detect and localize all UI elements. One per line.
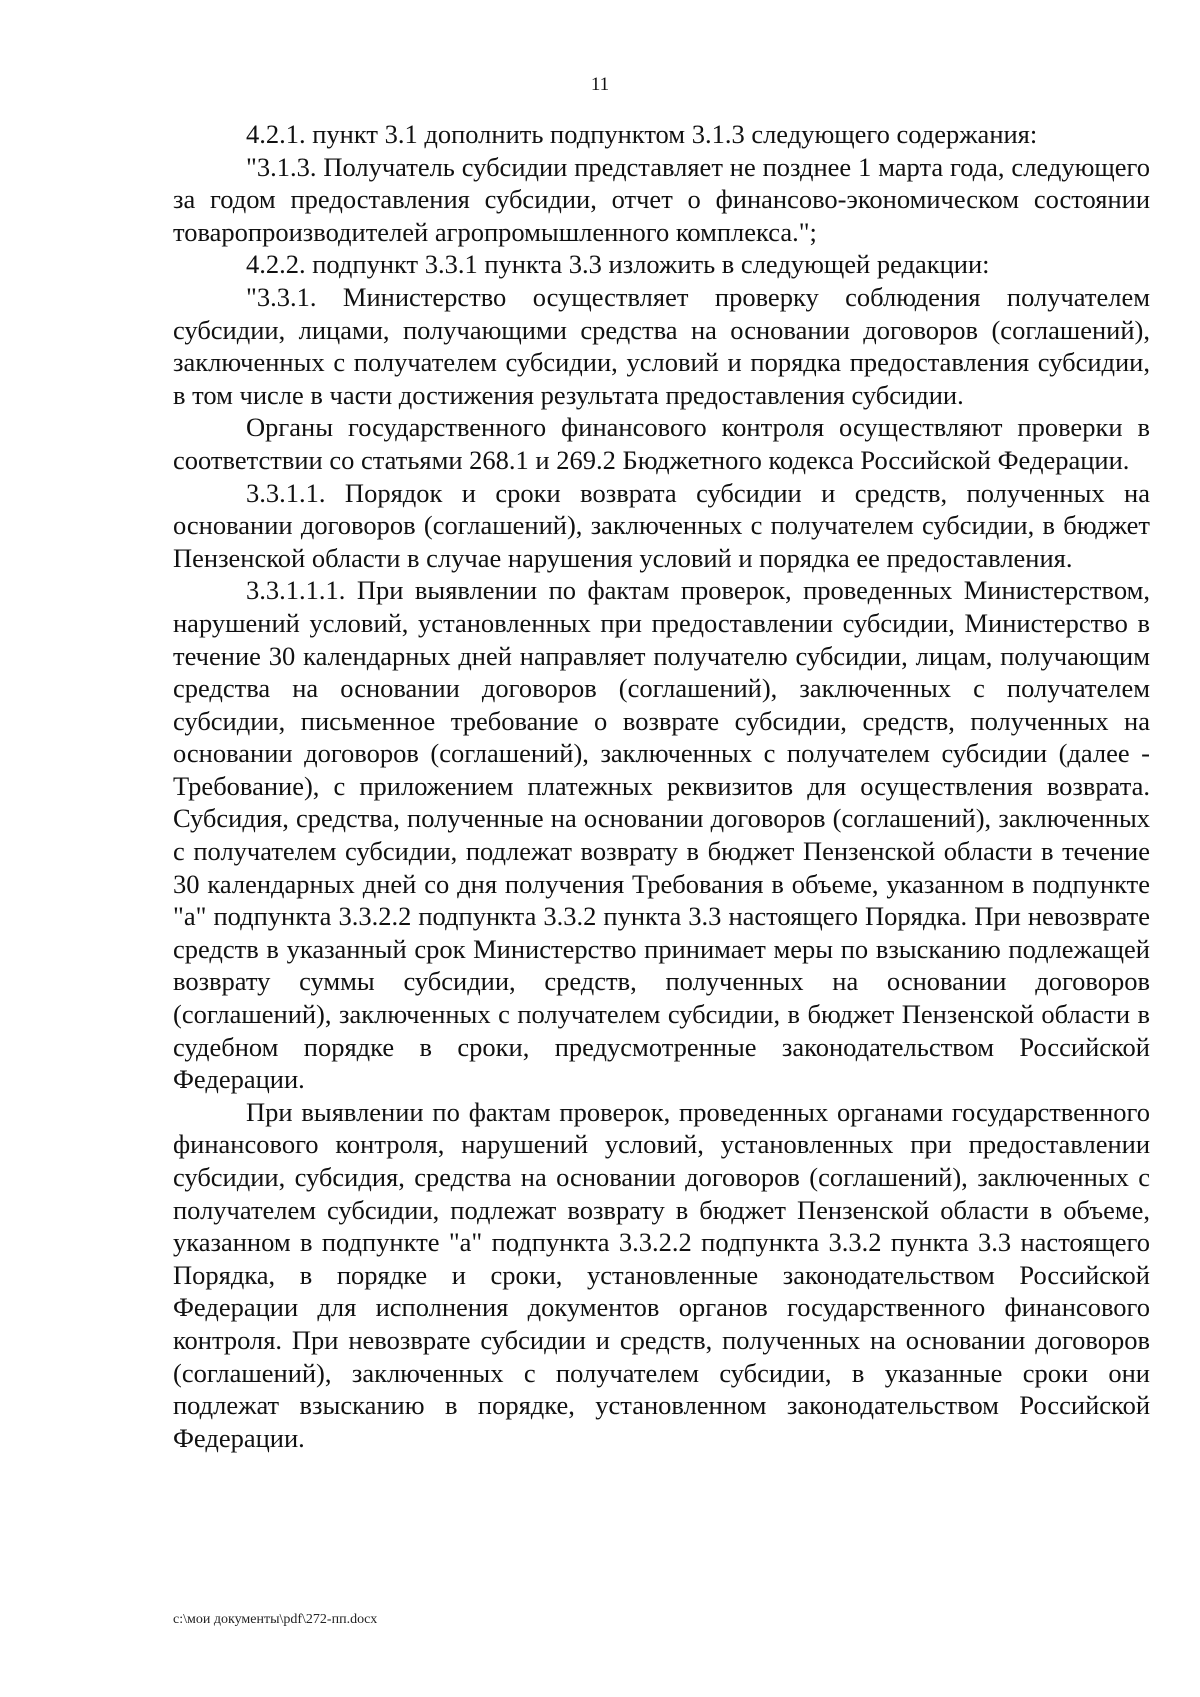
file-path-footer: c:\мои документы\pdf\272-пп.docx: [173, 1612, 378, 1627]
paragraph-financial-control: Органы государственного финансового контроля осуществляют проверки в соответствии со статьями 268.1 и 269.2 Бюджетного кодекса Российской Федерации.: [173, 412, 1150, 475]
paragraph-3-1-3: "3.1.3. Получатель субсидии представляет не позднее 1 марта года, следующего за годом предоставления субсидии, отчет о финансово-экономическом состоянии товаропроизводителей агропромышленного комплекса.";: [173, 151, 1150, 247]
paragraph-control-violations: При выявлении по фактам проверок, проведенных органами государственного финансового контроля, нарушений условий, установленных при предоставлении субсидии, субсидия, средства на основании договоров (соглашений), заключенных с получателем субсидии, подлежат возврату в бюджет Пензенской области в объеме, указанном в подпункте "а" подпункта 3.3.2.2 подпункта 3.3.2 пункта 3.3 настоящего Порядка, в порядке и сроки, установленные законодательством Российской Федерации для исполнения документов органов государственного финансового контроля. При невозврате субсидии и средств, полученных на основании договоров (соглашений), заключенных с получателем субсидии, в указанные сроки они подлежат взысканию в порядке, установленном законодательством Российской Федерации.: [173, 1096, 1150, 1453]
document-body: [173, 118, 1150, 1454]
paragraph-3-3-1: "3.3.1. Министерство осуществляет проверку соблюдения получателем субсидии, лицами, получающими средства на основании договоров (соглашений), заключенных с получателем субсидии, условий и порядка предоставления субсидии, в том числе в части достижения результата предоставления субсидии.: [173, 281, 1150, 410]
paragraph-4-2-2: 4.2.2. подпункт 3.3.1 пункта 3.3 изложить в следующей редакции:: [246, 249, 990, 280]
paragraph-3-3-1-1-1: 3.3.1.1.1. При выявлении по фактам проверок, проведенных Министерством, нарушений условий, установленных при предоставлении субсидии, Министерство в течение 30 календарных дней направляет получателю субсидии, лицам, получающим средства на основании договоров (соглашений), заключенных с получателем субсидии, письменное требование о возврате субсидии, средств, полученных на основании договоров (соглашений), заключенных с получателем субсидии (далее - Требование), с приложением платежных реквизитов для осуществления возврата. Субсидия, средства, полученные на основании договоров (соглашений), заключенных с получателем субсидии, подлежат возврату в бюджет Пензенской области в течение 30 календарных дней со дня получения Требования в объеме, указанном в подпункте "а" подпункта 3.3.2.2 подпункта 3.3.2 пункта 3.3 настоящего Порядка. При невозврате средств в указанный срок Министерство принимает меры по взысканию подлежащей возврату суммы субсидии, средств, полученных на основании договоров (соглашений), заключенных с получателем субсидии, в бюджет Пензенской области в судебном порядке в сроки, предусмотренные законодательством Российской Федерации.: [173, 575, 1150, 1095]
paragraph-4-2-1: 4.2.1. пункт 3.1 дополнить подпунктом 3.1.3 следующего содержания:: [246, 119, 1038, 149]
paragraph-3-3-1-1: 3.3.1.1. Порядок и сроки возврата субсидии и средств, полученных на основании договоров (соглашений), заключенных с получателем субсидии, в бюджет Пензенской области в случае нарушения условий и порядка ее предоставления.: [173, 477, 1150, 573]
page-number: 11: [590, 74, 610, 95]
